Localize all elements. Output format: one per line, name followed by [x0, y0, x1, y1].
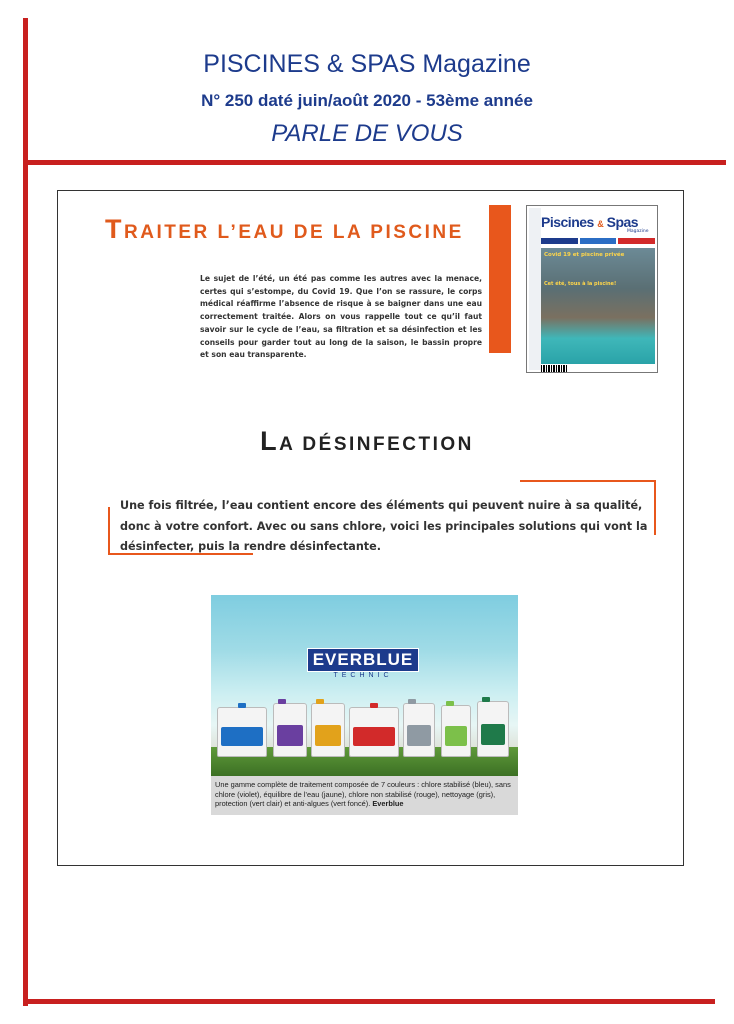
- cover-photo: [541, 248, 655, 364]
- logo-wordmark: EVERBLUE: [307, 648, 419, 672]
- cover-nav-block: [580, 238, 617, 244]
- product-cap: [408, 699, 416, 704]
- callout-line-top: [520, 480, 655, 482]
- cover-side-strip: [529, 208, 541, 370]
- product-label: [445, 726, 467, 746]
- product-photo: [211, 595, 518, 776]
- section-heading-initial: L: [260, 426, 280, 456]
- frame-bar-left: [23, 18, 28, 1006]
- product-bucket-blue: [217, 707, 267, 757]
- article-heading-rest: RAITER L’EAU DE LA PISCINE: [124, 222, 464, 243]
- section-heading: [0, 426, 734, 457]
- product-cap: [370, 703, 378, 708]
- product-cap: [482, 697, 490, 702]
- caption-text: Une gamme complète de traitement composée de 7 couleurs : chlore stabilisé (bleu), sans chlore (violet), équilibre de l’eau (jaune), chlore non stabilisé (rouge), nettoyage (gris), protection (vert clair) et anti-algues (vert foncé).: [215, 780, 511, 809]
- callout-line-left: [108, 507, 110, 554]
- product-label: [277, 725, 303, 746]
- cover-brand: [541, 214, 638, 230]
- product-label: [353, 727, 395, 746]
- cover-nav-block: [541, 238, 578, 244]
- frame-bar-header: [23, 160, 726, 165]
- logo-subline: TECHNIC: [333, 672, 393, 679]
- product-label: [407, 725, 431, 746]
- product-cap: [446, 701, 454, 706]
- product-jug-lightgreen: [441, 705, 471, 757]
- product-label: [481, 724, 505, 746]
- orange-accent-block: [489, 205, 511, 353]
- section-heading-rest: A DÉSINFECTION: [279, 434, 474, 455]
- caption-brand: Everblue: [372, 799, 404, 809]
- article-intro: Le sujet de l’été, un été pas comme les autres avec la menace, certes qui s’estompe, du Covid 19. Que l’on se rassure, le corps médical réaffirme l’absence de risque à se baigner dans une eau correctement traitée. Alors on vous rappelle tout ce qu’il faut savoir sur le cycle de l’eau, sa filtration et sa désinfection et les conseils pour garder tout au long de la saison, le bassin propre et son eau transparente.: [200, 274, 482, 360]
- issue-line: N° 250 daté juin/août 2020 - 53ème année: [201, 91, 533, 110]
- cover-brand-word2: Spas: [606, 214, 639, 230]
- product-bucket-red: [349, 707, 399, 757]
- cover-line2: Cet été, tous à la piscine!: [544, 281, 617, 287]
- cover-barcode: [541, 365, 567, 372]
- photo-caption: [211, 776, 518, 815]
- cover-nav-block: [618, 238, 655, 244]
- cover-headline: Covid 19 et piscine privée: [544, 252, 625, 258]
- section-label: PARLE DE VOUS: [271, 120, 463, 147]
- callout-line-right: [654, 480, 656, 535]
- product-jug-darkgreen: [477, 701, 509, 757]
- product-jug-gray: [403, 703, 435, 757]
- article-heading-initial: T: [105, 214, 124, 244]
- section-callout: Une fois filtrée, l’eau contient encore des éléments qui peuvent nuire à sa qualité, donc à votre confort. Avec ou sans chlore, voici les principales solutions qui vont la désinfecter, puis la rendre désinfectante.: [120, 499, 648, 554]
- cover-nav-bar: [541, 238, 655, 244]
- cover-subtitle: Magazine: [627, 229, 649, 234]
- magazine-cover-thumbnail: [526, 205, 658, 373]
- cover-brand-amp: &: [597, 219, 604, 229]
- product-jug-yellow: [311, 703, 345, 757]
- product-cap: [316, 699, 324, 704]
- product-cap: [278, 699, 286, 704]
- article-heading: [105, 214, 464, 245]
- cover-brand-word: Piscines: [541, 214, 594, 230]
- product-label: [315, 725, 341, 746]
- product-label: [221, 727, 263, 746]
- magazine-title: PISCINES & SPAS Magazine: [203, 50, 531, 78]
- product-jug-violet: [273, 703, 307, 757]
- product-cap: [238, 703, 246, 708]
- everblue-logo: [307, 648, 419, 682]
- frame-bar-bottom: [23, 999, 715, 1004]
